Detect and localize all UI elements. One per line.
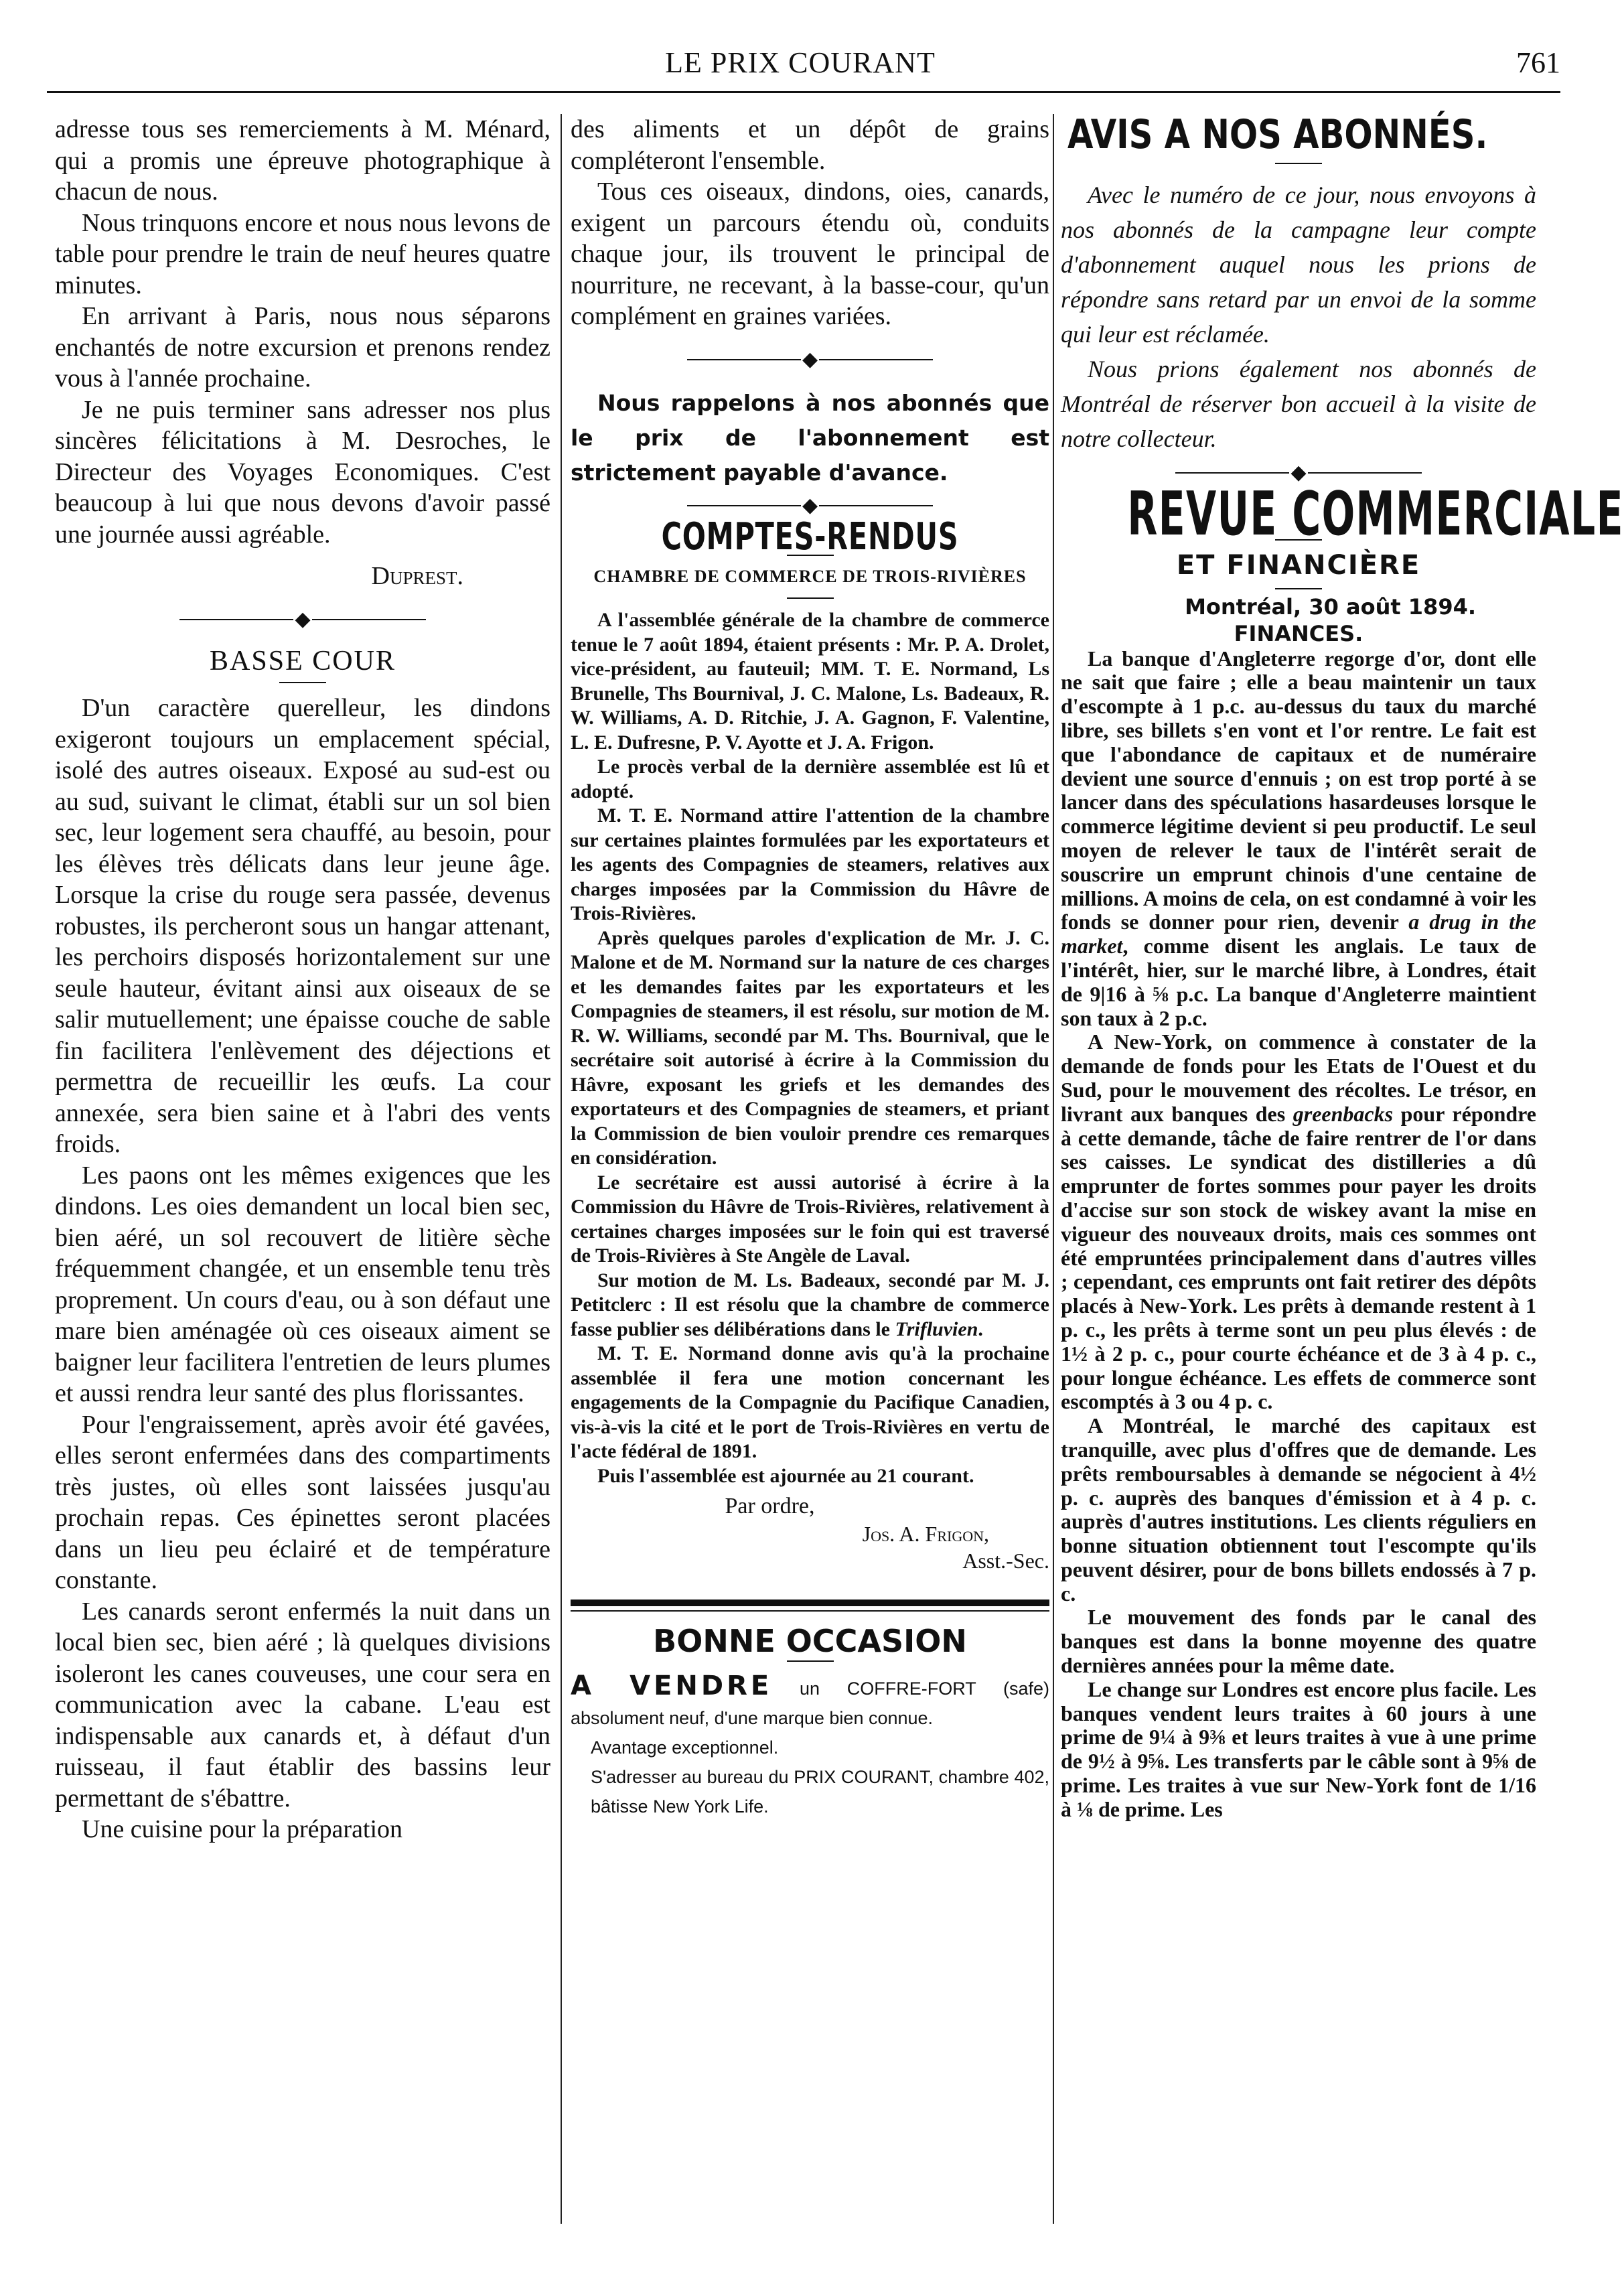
ornament-divider: ◆: [55, 608, 550, 630]
paragraph: Une cuisine pour la préparation: [82, 1815, 403, 1844]
column-divider: [1053, 114, 1054, 2224]
paragraph: Le mouvement des fonds par le canal des banques est dans la bonne moyenne des quatre dernières années pour la même date.: [1061, 1605, 1536, 1678]
signer-title: Asst.-Sec.: [962, 1549, 1049, 1573]
paragraph: Le procès verbal de la dernière assemblée est lû et adopté.: [571, 756, 1049, 802]
subheading-chambre: CHAMBRE DE COMMERCE DE TROIS-RIVIÈRES: [593, 567, 1027, 587]
thick-rule: [571, 1600, 1049, 1606]
paragraph: [1061, 647, 1536, 1031]
page-number: 761: [1516, 46, 1560, 79]
paragraph: Nous prions également nos abonnés de Montréal de réserver bon accueil à la visite de notre collecteur.: [1061, 355, 1536, 452]
author-signature: Duprest.: [371, 562, 463, 590]
column-1: [55, 114, 550, 2241]
page-header: [40, 42, 1560, 88]
newspaper-name: Trifluvien: [895, 1318, 978, 1340]
masthead-title: LE PRIX COURANT: [665, 46, 936, 79]
subheading-financiere: ET FINANCIÈRE: [1176, 550, 1421, 581]
text-run: A New-York, on commence à constater de la demande de fonds pour les Etats de l'Ouest et du Sud, pour le mouvement des récoltes. Le trésor, en livrant aux banques des: [1061, 1029, 1536, 1126]
ad-a-vendre: A VENDRE: [571, 1670, 773, 1701]
paragraph: M. T. E. Normand donne avis qu'à la prochaine assemblée il fera une motion concernant les engagements de la Compagnie du Pacifique Canadien, vis-à-vis la cité et le port de Trois-Rivières en vertu de l'acte fédéral de 1891.: [571, 1342, 1049, 1463]
paragraph: Le change sur Londres est encore plus facile. Les banques vendent leurs traites à 60 jours à une prime de 9¼ à 9⅜ et leurs traites à vue à une prime de 9½ à 9⅝. Les transferts par le câble sont à 9⅝ de prime. Les traites à vue sur New-York font de 1/16 à ⅛ de prime. Les: [1061, 1677, 1536, 1821]
paragraph: D'un caractère querelleur, les dindons exigeront toujours un emplacement spécial, isolé des autres oiseaux. Exposé au sud-est ou au sud, suivant le climat, établi sur un sol bien sec, leur logement sera chauffé, au besoin, pour les élèves très délicats dans leur jeune âge. Lorsque la crise du rouge sera passée, devenus robustes, ils percheront sous un hangar attenant, les perchoirs disposés horizontalement sur une seule hauteur, évitant ainsi aux oiseaux de se salir mutuellement; une épaisse couche de sable fin facilitera l'enlèvement des déjections et permettra de recueillir les œufs. La cour annexée, sera bien saine et à l'abri des vents froids.: [55, 694, 550, 1159]
thin-rule: [571, 1610, 1049, 1612]
text-run: .: [978, 1318, 983, 1340]
short-rule: [1275, 163, 1322, 164]
text-run: pour répondre à cette demande, tâche de faire rentrer de l'or dans ses caisses. Le syndicat des distilleries a dû emprunter de fortes sommes pour payer les droits d'accise sur son stock de wiskey avant la mise en vigueur des nouveaux droits, mais ces sommes ont été empruntées principalement dans d'autres villes ; cependant, ces emprunts ont fait retirer des dépôts placés à New-York. Les prêts à demande restent à 1 p. c., les prêts à terme sont un peu plus élevés : de 1½ à 2 p. c., pour courte échéance et de 3 à 4 p. c., pour longue échéance. Les effets de commerce sont escomptés à 3 ou 4 p. c.: [1061, 1101, 1537, 1414]
section-heading-basse-cour: BASSE COUR: [210, 645, 396, 677]
dateline: Montréal, 30 août 1894.: [1185, 593, 1476, 620]
short-rule: [787, 1660, 834, 1662]
paragraph: Le secrétaire est aussi autorisé à écrire à la Commission du Hâvre de Trois-Rivières, relativement à certaines charges imposées sur le foin qui est traversé de Trois-Rivières à Ste Angèle de Laval.: [571, 1171, 1049, 1267]
paragraph: Les paons ont les mêmes exigences que les dindons. Les oies demandent un local bien sec, bien aéré, un sol recouvert de litière sèche fréquemment changée, et un ensemble tenu très proprement. Un cours d'eau, ou à son défaut une mare bien aménagée où ces oiseaux aiment se baigner leur facilitera l'entretien de leurs plumes et aussi rendra leur santé des plus florissantes.: [55, 1161, 550, 1408]
paragraph: Tous ces oiseaux, dindons, oies, canards, exigent un parcours étendu où, conduits chaque jour, ils trouvent le principal de nourriture, ne recevant, à la basse-cour, qu'un complément en graines variées.: [571, 177, 1049, 330]
column-2: [571, 114, 1049, 2241]
paragraph: A Montréal, le marché des capitaux est tranquille, avec plus d'offres que de demande. Les prêts remboursables à demande se négocient à 4½ p. c. auprès des banques d'émission et à 4 p. c. auprès d'autres institutions. Les clients réguliers en bonne situation obtiennent tout l'escompte qu'ils peuvent désirer, pour de bons billets endossés à 7 p. c.: [1061, 1413, 1536, 1606]
text-run: , comme disent les anglais. Le taux de l'intérêt, hier, sur le marché libre, à Londres, était de 9|16 à ⅝ p.c. La banque d'Angleterre maintient son taux à 2 p.c.: [1061, 934, 1536, 1030]
section-heading-avis: AVIS A NOS ABONNÉS.: [1067, 111, 1488, 158]
paragraph: des aliments et un dépôt de grains compléteront l'ensemble.: [571, 115, 1049, 175]
paragraph: Nous trinquons encore et nous nous levons de table pour prendre le train de neuf heures quatre minutes.: [55, 208, 550, 299]
text-run: La banque d'Angleterre regorge d'or, dont elle ne sait que faire ; elle a beau maintenir un taux d'escompte à 1 p.c. au-dessus du taux du marché libre, ses billets s'en vont et l'or rentre. Le fait est que l'abondance de capitaux et de numéraire devient une source d'ennuis ; on est trop porté à se lancer dans des spéculations hasardeuses lorsque le commerce légitime devient si peu productif. Le seul moyen de relever le taux de l'intérêt serait de souscrire un emprunt chinois d'une centaine de millions. A moins de cela, on est condamné à voir les fonds se donner pour rien, devenir: [1061, 646, 1536, 934]
section-heading-comptes-rendus: COMPTES-RENDUS: [661, 514, 959, 559]
subscription-notice: Nous rappelons à nos abonnés que le prix de l'abonnement est strictement payable d'avance.: [571, 389, 1049, 486]
paragraph: adresse tous ses remerciements à M. Ménard, qui a promis une épreuve photographique à chacun de nous.: [55, 115, 550, 206]
paragraph: Pour l'engraissement, après avoir été gavées, elles seront enfermées dans des compartiments très justes, où elles sont laissées jusqu'au prochain repas. Ces épinettes seront placées dans un lieu peu éclairé et de température constante.: [55, 1410, 550, 1595]
paragraph: A l'assemblée générale de la chambre de commerce tenue le 7 août 1894, étaient présents : Mr. P. A. Drolet, vice-président, au fauteuil; MM. T. E. Normand, Ls Brunelle, Ths Bournival, J. C. Malone, Ls. Badeaux, R. W. Williams, A. D. Ritchie, J. A. Gagnon, F. Valentine, L. E. Dufresne, P. V. Ayotte et J. A. Frigon.: [571, 609, 1049, 754]
short-rule: [1275, 588, 1322, 589]
subheading-finances: FINANCES.: [1234, 620, 1363, 646]
section-heading-revue-commerciale: REVUE COMMERCIALE: [1127, 478, 1624, 549]
text-run: un COFFRE-FORT (safe) absolument neuf, d'une marque bien connue.: [571, 1678, 1050, 1728]
paragraph: Puis l'assemblée est ajournée au 21 courant.: [597, 1464, 974, 1487]
ornament-divider: ◆: [571, 348, 1049, 370]
text-run: Sur motion de M. Ls. Badeaux, secondé par M. J. Petitclerc : Il est résolu que la chambre de commerce fasse publier ses délibérations dans le: [571, 1269, 1049, 1340]
paragraph: Avec le numéro de ce jour, nous envoyons à nos abonnés de la campagne leur compte d'abonnement auquel nous les prions de répondre sans retard par un envoi de la somme qui leur est réclamée.: [1061, 181, 1536, 348]
paragraph: [1061, 1030, 1536, 1414]
ornament-divider: ◆: [1061, 461, 1536, 483]
ad-text: [571, 1671, 1049, 1733]
signer-name: Jos. A. Frigon,: [862, 1522, 989, 1547]
ad-heading-bonne-occasion: BONNE OCCASION: [653, 1623, 967, 1660]
column-3: [1061, 111, 1624, 2241]
paragraph: Les canards seront enfermés la nuit dans un local bien sec, bien aéré ; là quelques divisions isoleront les canes couveuses, une cour sera en communication avec la cabane. L'eau est indispensable aux canards et, à défaut d'un ruisseau, il faut établir des bassins leur permettant de s'ébattre.: [55, 1597, 550, 1813]
ornament-divider: ◆: [571, 494, 1049, 516]
ad-text: S'adresser au bureau du PRIX COURANT, chambre 402, bâtisse New York Life.: [591, 1766, 1049, 1817]
italic-phrase: a drug in the market: [1061, 910, 1537, 958]
order-line: Par ordre,: [725, 1494, 815, 1519]
column-divider: [561, 114, 562, 2224]
paragraph: En arrivant à Paris, nous nous séparons enchantés de notre excursion et prenons rendez vous à l'année prochaine.: [55, 302, 550, 393]
paragraph: Je ne puis terminer sans adresser nos plus sincères félicitations à M. Desroches, le Directeur des Voyages Economiques. C'est beaucoup à lui que nous devons d'avoir passé une journée aussi agréable.: [55, 395, 550, 549]
paragraph: M. T. E. Normand attire l'attention de la chambre sur certaines plaintes formulées par les exportateurs et les agents des Compagnies de steamers, relatives aux charges imposées par la Commission du Hâvre de Trois-Rivières.: [571, 804, 1049, 925]
ad-text: Avantage exceptionnel.: [591, 1737, 779, 1758]
short-rule: [279, 682, 326, 683]
italic-phrase: greenbacks: [1293, 1101, 1394, 1126]
header-rule: [47, 91, 1560, 93]
short-rule: [787, 597, 834, 599]
paragraph: Après quelques paroles d'explication de Mr. J. C. Malone et de M. Normand sur la nature de ces charges et les demandes faites par les exportateurs et les Compagnies de steamers, il est résolu, sur motion de M. R. W. Williams, secondé par M. Ths. Bournival, que le secrétaire soit autorisé à écrire à la Commission du Hâvre, exposant les griefs et les demandes des exportateurs et des Compagnies de steamers, et priant la Commission de bien vouloir prendre ces remarques en considération.: [571, 926, 1049, 1169]
paragraph: [571, 1269, 1049, 1342]
